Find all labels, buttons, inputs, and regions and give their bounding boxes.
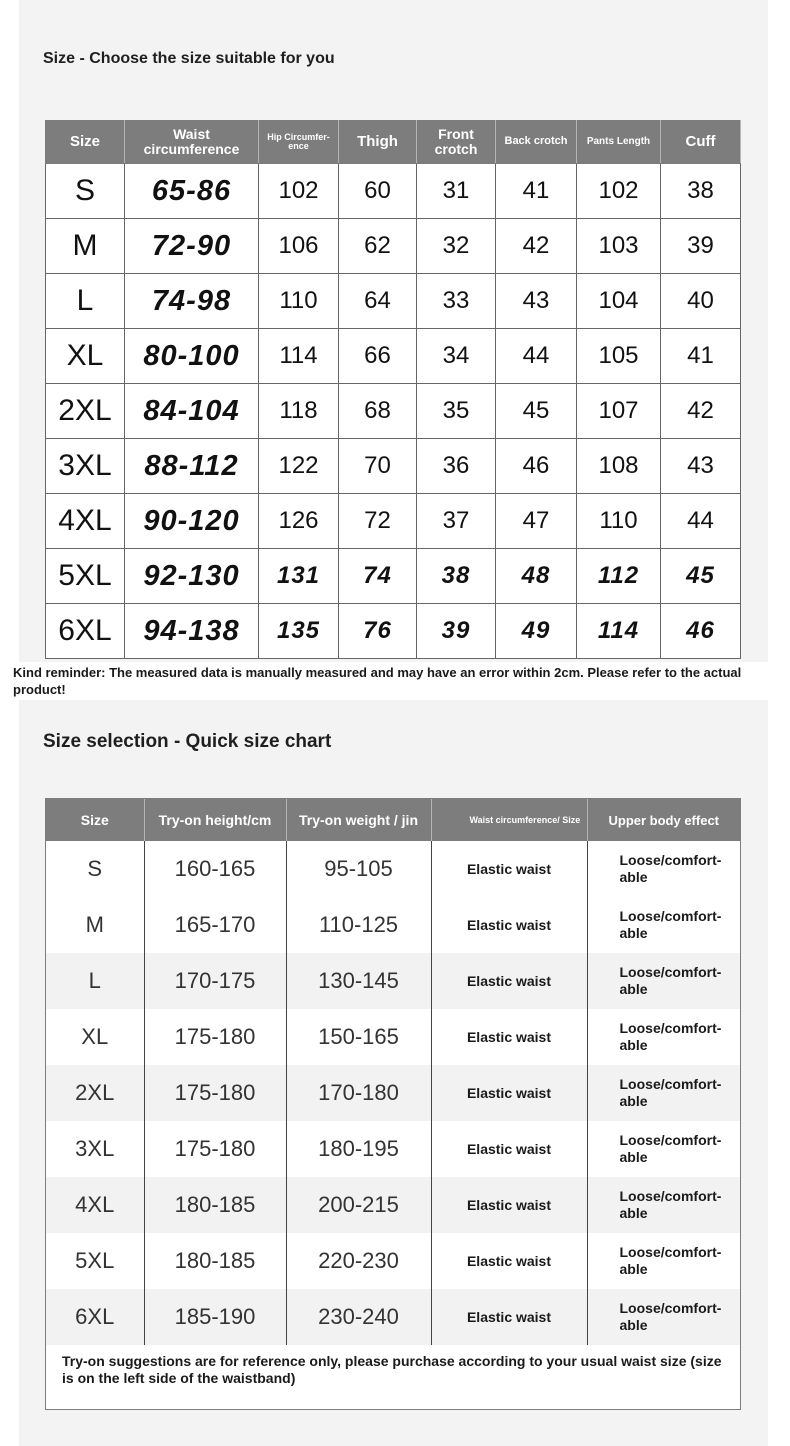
waist-type-cell: Elastic waist bbox=[431, 841, 587, 897]
front-crotch-cell: 37 bbox=[417, 494, 496, 549]
waist-type-cell: Elastic waist bbox=[431, 897, 587, 953]
section1-title: Size - Choose the size suitable for you bbox=[43, 50, 335, 67]
waist-cell: 88-112 bbox=[125, 439, 259, 494]
size-cell: 2XL bbox=[46, 384, 125, 439]
weight-cell: 180-195 bbox=[286, 1121, 431, 1177]
front-crotch-cell: 33 bbox=[417, 274, 496, 329]
waist-type-cell: Elastic waist bbox=[431, 1065, 587, 1121]
size-cell: 3XL bbox=[46, 1121, 144, 1177]
cuff-cell: 46 bbox=[661, 604, 741, 659]
front-crotch-cell: 36 bbox=[417, 439, 496, 494]
effect-cell: Loose/comfort-able bbox=[587, 1289, 740, 1345]
header-back-crotch: Back crotch bbox=[496, 121, 577, 164]
effect-cell: Loose/comfort-able bbox=[587, 1233, 740, 1289]
header-weight: Try-on weight / jin bbox=[286, 799, 431, 841]
size-cell: 6XL bbox=[46, 604, 125, 659]
quick-size-chart bbox=[45, 798, 741, 1410]
waist-type-cell: Elastic waist bbox=[431, 1177, 587, 1233]
pants-length-cell: 108 bbox=[577, 439, 661, 494]
pants-length-cell: 107 bbox=[577, 384, 661, 439]
thigh-cell: 72 bbox=[339, 494, 417, 549]
waist-cell: 94-138 bbox=[125, 604, 259, 659]
cuff-cell: 41 bbox=[661, 329, 741, 384]
cuff-cell: 39 bbox=[661, 219, 741, 274]
back-crotch-cell: 43 bbox=[496, 274, 577, 329]
back-crotch-cell: 41 bbox=[496, 164, 577, 219]
front-crotch-cell: 35 bbox=[417, 384, 496, 439]
size-cell: S bbox=[46, 841, 144, 897]
cuff-cell: 38 bbox=[661, 164, 741, 219]
waist-cell: 80-100 bbox=[125, 329, 259, 384]
cuff-cell: 44 bbox=[661, 494, 741, 549]
header-waist: Waist circumference bbox=[125, 121, 259, 164]
pants-length-cell: 105 bbox=[577, 329, 661, 384]
waist-cell: 74-98 bbox=[125, 274, 259, 329]
front-crotch-cell: 31 bbox=[417, 164, 496, 219]
section2-title: Size selection - Quick size chart bbox=[43, 731, 332, 752]
front-crotch-cell: 32 bbox=[417, 219, 496, 274]
effect-cell: Loose/comfort-able bbox=[587, 1009, 740, 1065]
size-cell: XL bbox=[46, 329, 125, 384]
hip-cell: 114 bbox=[259, 329, 339, 384]
height-cell: 180-185 bbox=[144, 1233, 286, 1289]
hip-cell: 106 bbox=[259, 219, 339, 274]
height-cell: 175-180 bbox=[144, 1009, 286, 1065]
weight-cell: 230-240 bbox=[286, 1289, 431, 1345]
height-cell: 185-190 bbox=[144, 1289, 286, 1345]
table-row bbox=[46, 1009, 740, 1065]
height-cell: 165-170 bbox=[144, 897, 286, 953]
hip-cell: 102 bbox=[259, 164, 339, 219]
cuff-cell: 40 bbox=[661, 274, 741, 329]
size-cell: XL bbox=[46, 1009, 144, 1065]
height-cell: 175-180 bbox=[144, 1065, 286, 1121]
size-cell: S bbox=[46, 164, 125, 219]
table-row bbox=[46, 164, 741, 219]
size-cell: M bbox=[46, 897, 144, 953]
back-crotch-cell: 45 bbox=[496, 384, 577, 439]
waist-cell: 92-130 bbox=[125, 549, 259, 604]
table-row bbox=[46, 329, 741, 384]
back-crotch-cell: 44 bbox=[496, 329, 577, 384]
header-front-crotch: Front crotch bbox=[417, 121, 496, 164]
size-cell: 3XL bbox=[46, 439, 125, 494]
height-cell: 180-185 bbox=[144, 1177, 286, 1233]
weight-cell: 150-165 bbox=[286, 1009, 431, 1065]
weight-cell: 170-180 bbox=[286, 1065, 431, 1121]
table-row bbox=[46, 1065, 740, 1121]
back-crotch-cell: 42 bbox=[496, 219, 577, 274]
pants-length-cell: 110 bbox=[577, 494, 661, 549]
waist-cell: 84-104 bbox=[125, 384, 259, 439]
table-row bbox=[46, 897, 740, 953]
table-row bbox=[46, 1121, 740, 1177]
waist-type-cell: Elastic waist bbox=[431, 1233, 587, 1289]
waist-cell: 90-120 bbox=[125, 494, 259, 549]
size-cell: 4XL bbox=[46, 1177, 144, 1233]
size-cell: 6XL bbox=[46, 1289, 144, 1345]
size-cell: 2XL bbox=[46, 1065, 144, 1121]
table-row bbox=[46, 219, 741, 274]
table-row bbox=[46, 1177, 740, 1233]
height-cell: 175-180 bbox=[144, 1121, 286, 1177]
pants-length-cell: 114 bbox=[577, 604, 661, 659]
pants-length-cell: 102 bbox=[577, 164, 661, 219]
back-crotch-cell: 48 bbox=[496, 549, 577, 604]
table-row bbox=[46, 549, 741, 604]
size-measurement-table bbox=[45, 120, 741, 659]
thigh-cell: 66 bbox=[339, 329, 417, 384]
height-cell: 160-165 bbox=[144, 841, 286, 897]
hip-cell: 110 bbox=[259, 274, 339, 329]
effect-cell: Loose/comfort-able bbox=[587, 1121, 740, 1177]
pants-length-cell: 103 bbox=[577, 219, 661, 274]
front-crotch-cell: 39 bbox=[417, 604, 496, 659]
thigh-cell: 74 bbox=[339, 549, 417, 604]
quick-size-table bbox=[46, 799, 740, 1345]
weight-cell: 110-125 bbox=[286, 897, 431, 953]
table-row bbox=[46, 841, 740, 897]
back-crotch-cell: 47 bbox=[496, 494, 577, 549]
header-pants-length: Pants Length bbox=[577, 121, 661, 164]
table-row bbox=[46, 384, 741, 439]
table-header-row bbox=[46, 121, 741, 164]
cuff-cell: 45 bbox=[661, 549, 741, 604]
table-row bbox=[46, 494, 741, 549]
effect-cell: Loose/comfort-able bbox=[587, 841, 740, 897]
back-crotch-cell: 49 bbox=[496, 604, 577, 659]
weight-cell: 95-105 bbox=[286, 841, 431, 897]
size-cell: 5XL bbox=[46, 549, 125, 604]
header-thigh: Thigh bbox=[339, 121, 417, 164]
waist-type-cell: Elastic waist bbox=[431, 953, 587, 1009]
hip-cell: 118 bbox=[259, 384, 339, 439]
table-row bbox=[46, 604, 741, 659]
size-cell: 5XL bbox=[46, 1233, 144, 1289]
kind-reminder-note: Kind reminder: The measured data is manually measured and may have an error within 2cm. Please refer to the actual product! bbox=[13, 665, 742, 697]
pants-length-cell: 112 bbox=[577, 549, 661, 604]
hip-cell: 122 bbox=[259, 439, 339, 494]
size-cell: M bbox=[46, 219, 125, 274]
header-hip: Hip Circumfer-ence bbox=[259, 121, 339, 164]
effect-cell: Loose/comfort-able bbox=[587, 897, 740, 953]
waist-type-cell: Elastic waist bbox=[431, 1009, 587, 1065]
thigh-cell: 76 bbox=[339, 604, 417, 659]
weight-cell: 220-230 bbox=[286, 1233, 431, 1289]
table-row bbox=[46, 1233, 740, 1289]
cuff-cell: 43 bbox=[661, 439, 741, 494]
header-upper-body-effect: Upper body effect bbox=[587, 799, 740, 841]
table-row bbox=[46, 439, 741, 494]
size-cell: L bbox=[46, 274, 125, 329]
thigh-cell: 62 bbox=[339, 219, 417, 274]
header-size: Size bbox=[46, 121, 125, 164]
table-row bbox=[46, 953, 740, 1009]
weight-cell: 200-215 bbox=[286, 1177, 431, 1233]
effect-cell: Loose/comfort-able bbox=[587, 1065, 740, 1121]
back-crotch-cell: 46 bbox=[496, 439, 577, 494]
hip-cell: 126 bbox=[259, 494, 339, 549]
header-waist-size: Waist circumference/ Size bbox=[431, 799, 587, 841]
table-row bbox=[46, 274, 741, 329]
hip-cell: 135 bbox=[259, 604, 339, 659]
try-on-suggestion-note: Try-on suggestions are for reference only, please purchase according to your usual waist size (size is on the left side of the waistband) bbox=[62, 1353, 722, 1386]
waist-cell: 65-86 bbox=[125, 164, 259, 219]
hip-cell: 131 bbox=[259, 549, 339, 604]
waist-type-cell: Elastic waist bbox=[431, 1121, 587, 1177]
table-row bbox=[46, 1289, 740, 1345]
header-cuff: Cuff bbox=[661, 121, 741, 164]
front-crotch-cell: 38 bbox=[417, 549, 496, 604]
front-crotch-cell: 34 bbox=[417, 329, 496, 384]
size-cell: 4XL bbox=[46, 494, 125, 549]
effect-cell: Loose/comfort-able bbox=[587, 953, 740, 1009]
thigh-cell: 60 bbox=[339, 164, 417, 219]
waist-cell: 72-90 bbox=[125, 219, 259, 274]
pants-length-cell: 104 bbox=[577, 274, 661, 329]
header-height: Try-on height/cm bbox=[144, 799, 286, 841]
table-header-row bbox=[46, 799, 740, 841]
height-cell: 170-175 bbox=[144, 953, 286, 1009]
thigh-cell: 64 bbox=[339, 274, 417, 329]
effect-cell: Loose/comfort-able bbox=[587, 1177, 740, 1233]
size-cell: L bbox=[46, 953, 144, 1009]
cuff-cell: 42 bbox=[661, 384, 741, 439]
waist-type-cell: Elastic waist bbox=[431, 1289, 587, 1345]
header-size: Size bbox=[46, 799, 144, 841]
thigh-cell: 70 bbox=[339, 439, 417, 494]
weight-cell: 130-145 bbox=[286, 953, 431, 1009]
thigh-cell: 68 bbox=[339, 384, 417, 439]
